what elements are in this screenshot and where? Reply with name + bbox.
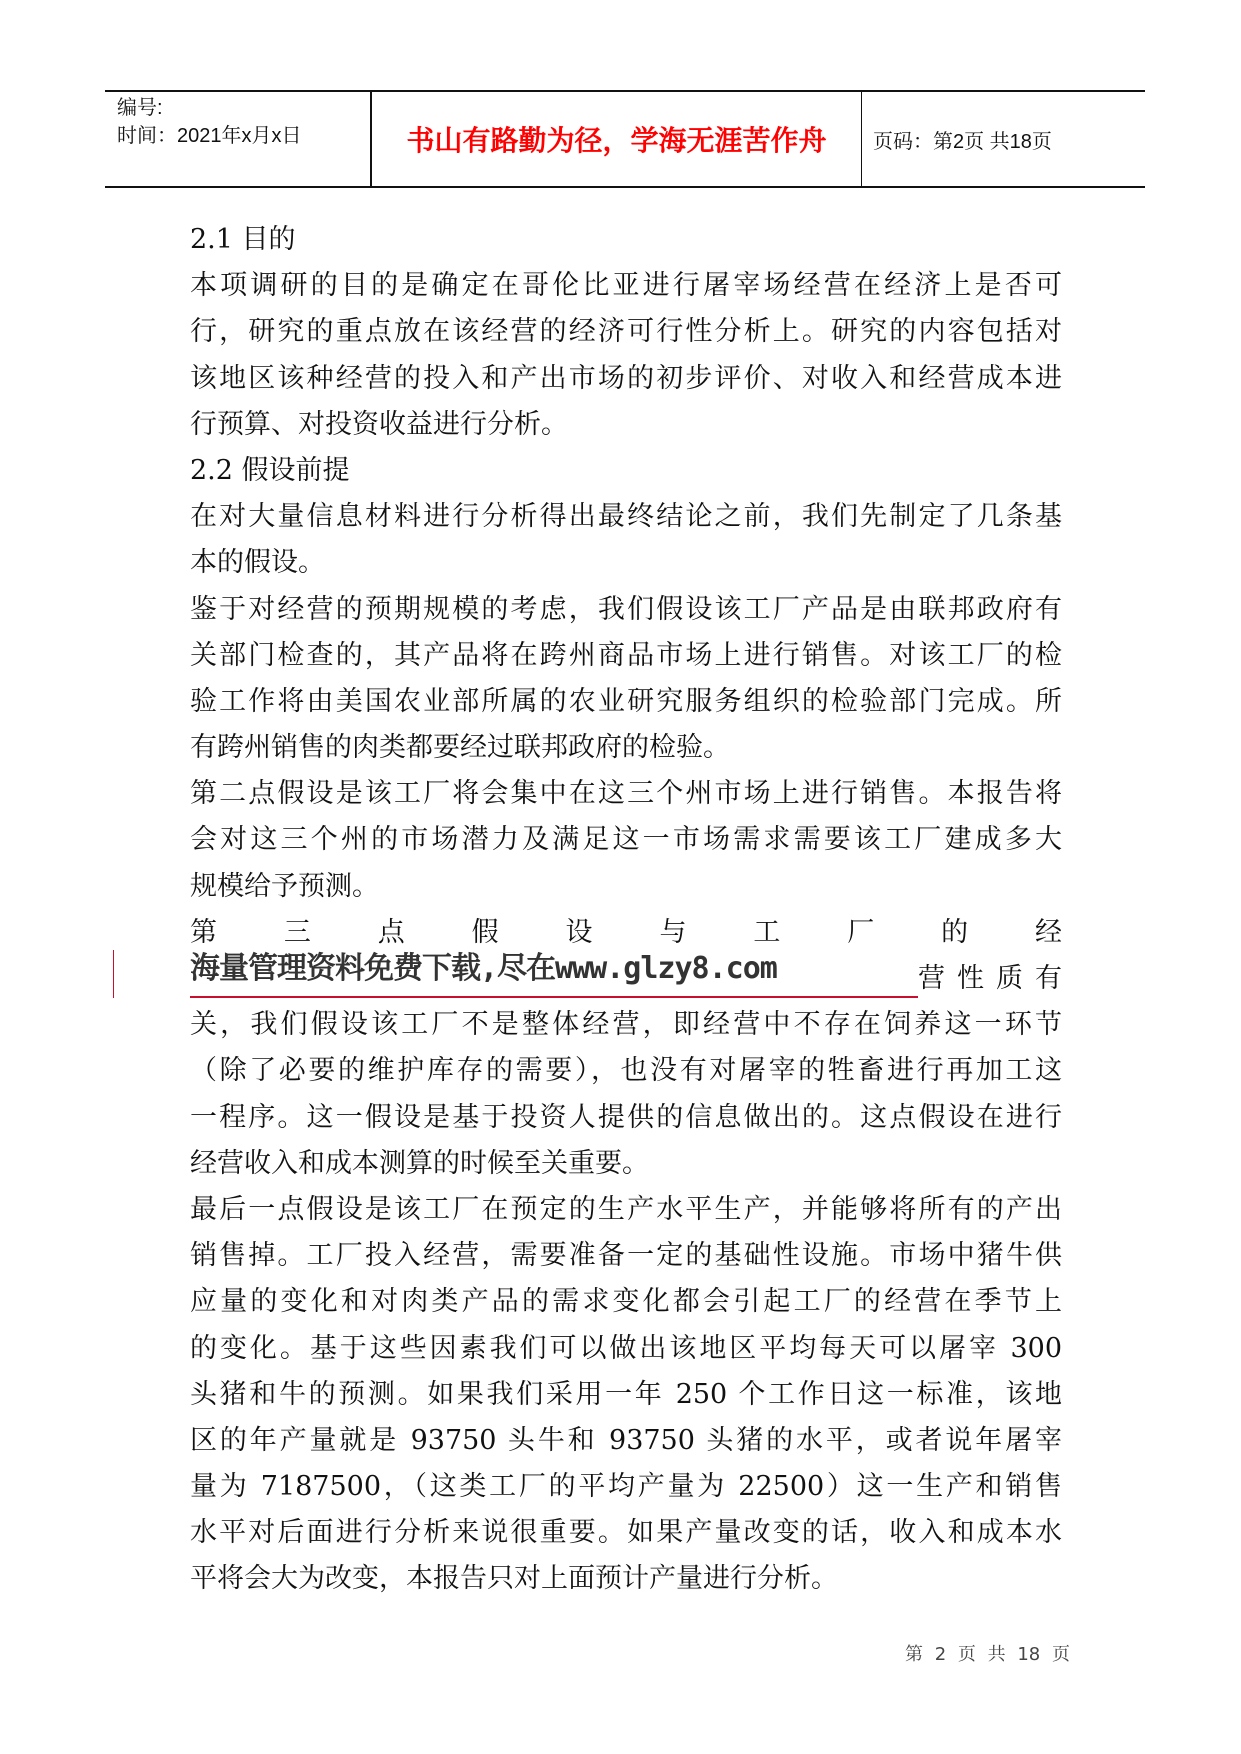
text-line: 该地区该种经营的投入和产出市场的初步评价、对收入和经营成本进 — [190, 362, 1062, 394]
text-line: 2.2 假设前提 — [190, 454, 350, 486]
text-line: 本的假设。 — [190, 547, 325, 579]
header-divider — [861, 92, 862, 186]
document-date: 时间：2021年x月x日 — [117, 125, 302, 147]
page-header — [105, 90, 1145, 188]
page-footer: 第 2 页 共 18 页 — [905, 1644, 1070, 1665]
text-line: 验工作将由美国农业部所属的农业研究服务组织的检验部门完成。所 — [190, 685, 1062, 717]
text-line: 区的年产量就是 93750 头牛和 93750 头猪的水平，或者说年屠宰 — [190, 1424, 1062, 1456]
watermark-link[interactable]: 海量管理资料免费下载,尽在www.glzy8.com — [190, 946, 918, 998]
text-line: 第二点假设是该工厂将会集中在这三个州市场上进行销售。本报告将 — [190, 778, 1062, 810]
text-line: 营 性 质 有 — [918, 963, 1062, 994]
text-line: 水平对后面进行分析来说很重要。如果产量改变的话，收入和成本水 — [190, 1517, 1062, 1549]
text-line: 平将会大为改变，本报告只对上面预计产量进行分析。 — [190, 1563, 838, 1595]
text-line: 关部门检查的，其产品将在跨州商品市场上进行销售。对该工厂的检 — [190, 639, 1062, 671]
text-line: 行，研究的重点放在该经营的经济可行性分析上。研究的内容包括对 — [190, 316, 1062, 348]
text-line: 头猪和牛的预测。如果我们采用一年 250 个工作日这一标准，该地 — [190, 1378, 1062, 1410]
document-body — [190, 217, 1062, 1603]
text-line: 行预算、对投资收益进行分析。 — [190, 408, 568, 440]
document-number-label: 编号: — [117, 97, 163, 119]
text-line: 在对大量信息材料进行分析得出最终结论之前，我们先制定了几条基 — [190, 501, 1062, 533]
text-line: 2.1 目的 — [190, 224, 296, 255]
header-page-info: 页码：第2页 共18页 — [873, 130, 1052, 153]
text-line: 销售掉。工厂投入经营，需要准备一定的基础性设施。市场中猪牛供 — [190, 1240, 1062, 1272]
margin-mark — [113, 950, 114, 998]
header-meta — [117, 94, 302, 150]
text-line: 应量的变化和对肉类产品的需求变化都会引起工厂的经营在季节上 — [190, 1286, 1062, 1318]
text-line: 规模给予预测。 — [190, 870, 379, 902]
watermark-line — [190, 951, 1062, 1002]
header-motto: 书山有路勤为径，学海无涯苦作舟 — [406, 124, 827, 157]
text-line: 有跨州销售的肉类都要经过联邦政府的检验。 — [190, 732, 730, 764]
text-line: 量为 7187500，（这类工厂的平均产量为 22500）这一生产和销售 — [190, 1471, 1062, 1503]
text-line: 会对这三个州的市场潜力及满足这一市场需求需要该工厂建成多大 — [190, 824, 1062, 856]
text-line: 鉴于对经营的预期规模的考虑，我们假设该工厂产品是由联邦政府有 — [190, 593, 1062, 625]
text-line: 最后一点假设是该工厂在预定的生产水平生产，并能够将所有的产出 — [190, 1193, 1062, 1225]
text-line: 第 三 点 假 设 与 工 厂 的 经 — [190, 916, 1062, 948]
text-line: 本项调研的目的是确定在哥伦比亚进行屠宰场经营在经济上是否可 — [190, 270, 1062, 302]
text-line: 关，我们假设该工厂不是整体经营，即经营中不存在饲养这一环节 — [190, 1009, 1062, 1041]
text-line: 一程序。这一假设是基于投资人提供的信息做出的。这点假设在进行 — [190, 1101, 1062, 1133]
text-line: （除了必要的维护库存的需要），也没有对屠宰的牲畜进行再加工这 — [190, 1055, 1062, 1087]
text-line: 的变化。基于这些因素我们可以做出该地区平均每天可以屠宰 300 — [190, 1332, 1062, 1364]
text-line: 经营收入和成本测算的时候至关重要。 — [190, 1147, 649, 1179]
